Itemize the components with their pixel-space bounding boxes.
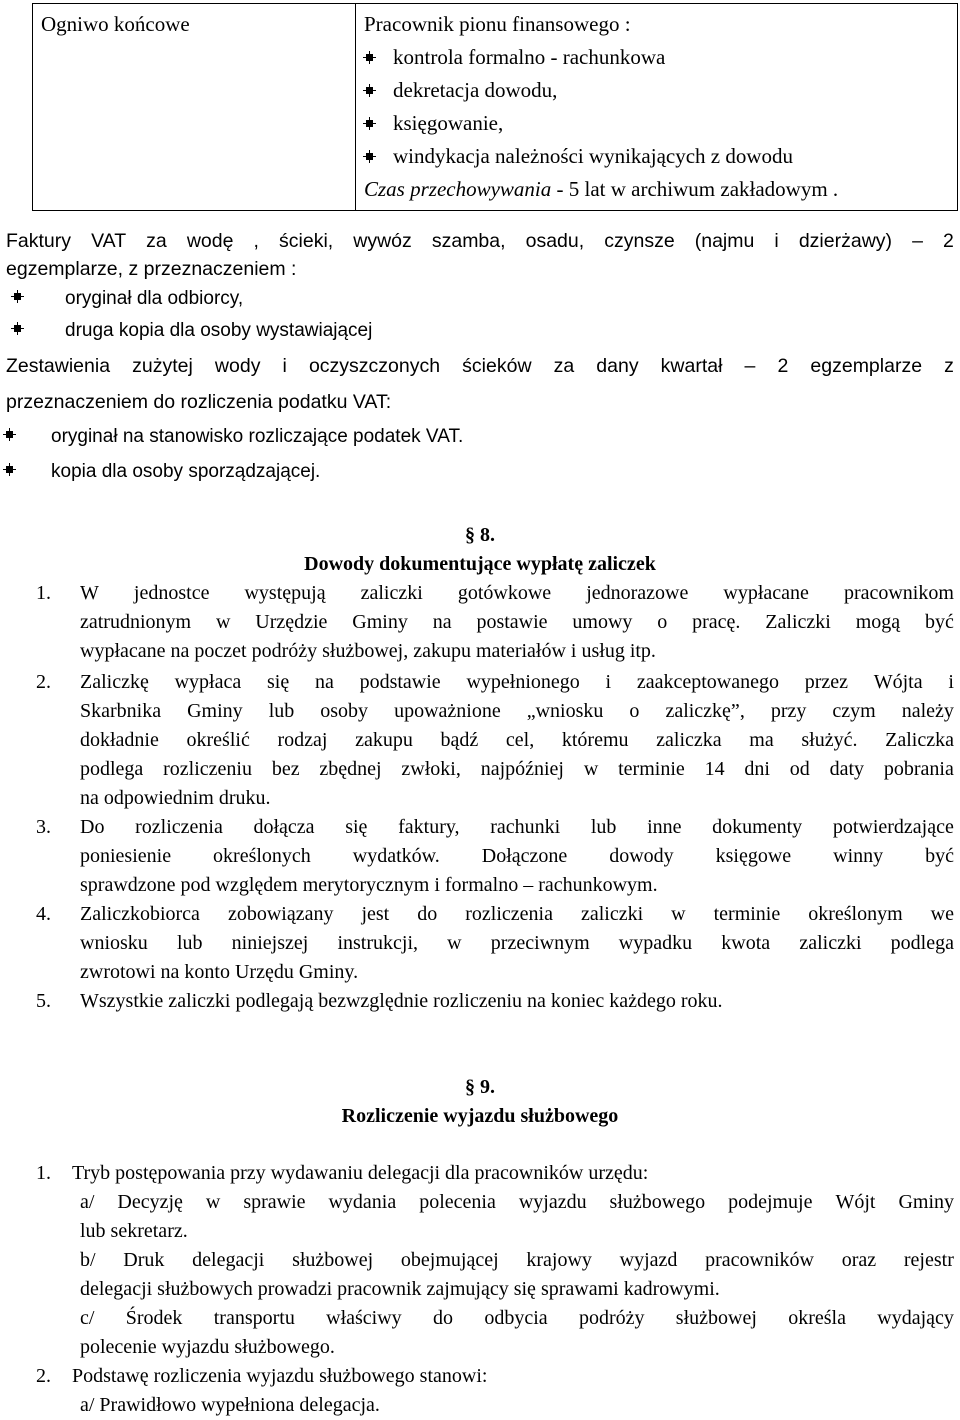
word: podlega (890, 932, 954, 954)
word: Do (80, 816, 105, 838)
s9-point-1-text: Tryb postępowania przy wydawaniu delegacji dla pracowników urzędu: (72, 1162, 649, 1184)
word: zaakceptowanego (636, 671, 779, 693)
word: jednorazowe (586, 582, 689, 604)
square-bullet-icon (366, 54, 373, 61)
word: inne (647, 816, 682, 838)
word: Zaliczkę (80, 671, 149, 693)
word: winny (833, 845, 884, 867)
word: Skarbnika (80, 700, 162, 722)
s9-point-1-number: 1. (36, 1162, 51, 1184)
word: od (789, 758, 810, 780)
word: Zestawienia (6, 355, 111, 377)
word: czynsze (604, 230, 675, 252)
section-8-point-number: 5. (36, 990, 51, 1012)
section-8-point-line (80, 843, 954, 869)
word: być (925, 845, 954, 867)
word: Wójta (873, 671, 923, 693)
word: oczyszczonych (308, 355, 441, 377)
word: rachunki (490, 816, 561, 838)
word: wodę (186, 230, 234, 252)
section-8-point-line: Wszystkie zaliczki podlegają bezwzględnie rozliczeniu na koniec każdego roku. (80, 990, 723, 1012)
word: obejmującej (400, 1249, 499, 1271)
word: służbowej (675, 1307, 757, 1329)
word: do (433, 1307, 453, 1329)
square-bullet-icon (366, 87, 373, 94)
word: ścieki, (279, 230, 334, 252)
faktury-item-1: oryginał dla odbiorcy, (14, 286, 243, 312)
word: Gminy (898, 1191, 954, 1213)
word: dowody (609, 845, 674, 867)
word: zobowiązany (227, 903, 334, 925)
word: wypłacane (723, 582, 809, 604)
word: ma (749, 729, 774, 751)
word: Zaliczka (885, 729, 954, 751)
word: wypadku (618, 932, 693, 954)
square-bullet-icon (366, 153, 373, 160)
word: Gminy (352, 611, 408, 633)
word: w (205, 1191, 221, 1213)
section-8-number: § 8. (465, 524, 495, 546)
word: osadu, (525, 230, 585, 252)
word: rodzaj (277, 729, 328, 751)
word: w (671, 903, 686, 925)
word: oraz (841, 1249, 877, 1271)
footer-italic: Czas przechowywania (364, 177, 552, 201)
square-bullet-icon (14, 325, 21, 332)
table-right-item: księgowanie, (364, 107, 949, 140)
word: zatrudnionym (80, 611, 192, 633)
word: 2 (777, 355, 789, 377)
word: w (215, 611, 231, 633)
word: umowy (572, 611, 633, 633)
word: przez (804, 671, 848, 693)
word: i (774, 230, 779, 252)
word: Wójt (835, 1191, 876, 1213)
word: wydający (877, 1307, 954, 1329)
word: osoby (320, 700, 369, 722)
section-8-title: Dowody dokumentujące wypłatę zaliczek (304, 553, 656, 575)
word: 14 (704, 758, 725, 780)
section-9-number: § 9. (465, 1076, 495, 1098)
word: zaliczki (799, 932, 862, 954)
word: właściwy (326, 1307, 402, 1329)
s9-point-1b-line-1 (80, 1247, 954, 1273)
section-8-point-line (80, 901, 954, 927)
word: Druk (123, 1249, 165, 1271)
word: któremu (561, 729, 629, 751)
table-right-item: kontrola formalno - rachunkowa (364, 41, 949, 74)
section-8-point-line (80, 669, 954, 695)
word: podróży (578, 1307, 645, 1329)
word: krajowy (526, 1249, 592, 1271)
word: przy (770, 700, 807, 722)
word: służbowego (609, 1191, 706, 1213)
word: rozliczenia (135, 816, 223, 838)
word: kwartał (660, 355, 723, 377)
word: wody (214, 355, 261, 377)
word: pracowników (705, 1249, 814, 1271)
word: faktury, (398, 816, 460, 838)
footer-rest: - 5 lat w archiwum zakładowym . (551, 177, 839, 201)
word: najpóźniej (480, 758, 564, 780)
word: lub (176, 932, 203, 954)
word: i (282, 355, 287, 377)
word: występują (244, 582, 326, 604)
section-8-point-line (80, 727, 954, 753)
section-8-point-line: wypłacane na poczet podróży służbowej, zakupu materiałów i usług itp. (80, 640, 656, 662)
table-right-heading: Pracownik pionu finansowego : (364, 12, 631, 36)
word: podstawie (359, 671, 441, 693)
section-9-title: Rozliczenie wyjazdu służbowego (341, 1105, 619, 1127)
word: księgowe (715, 845, 792, 867)
word: (najmu (694, 230, 755, 252)
word: Gminy (187, 700, 243, 722)
word: cel, (505, 729, 535, 751)
word: ścieków (462, 355, 532, 377)
word: rozliczeniu (163, 758, 252, 780)
word: czym (832, 700, 876, 722)
word: – (744, 355, 756, 377)
word: na (314, 671, 334, 693)
word: gotówkowe (457, 582, 552, 604)
word: Środek (125, 1307, 183, 1329)
table-right-footer (364, 173, 949, 206)
procedure-table (32, 3, 958, 211)
faktury-line-2: egzemplarze, z przeznaczeniem : (6, 258, 297, 280)
s9-point-1a-line-2: lub sekretarz. (80, 1220, 188, 1242)
s9-point-2-number: 2. (36, 1365, 51, 1387)
word: podlega (80, 758, 144, 780)
word: pobrania (883, 758, 954, 780)
word: określić (186, 729, 250, 751)
word: służyć. (801, 729, 858, 751)
word: i (605, 671, 612, 693)
section-8-point-line (80, 756, 954, 782)
word: na (432, 611, 452, 633)
word: pracownikom (843, 582, 954, 604)
word: jednostce (133, 582, 210, 604)
word: a/ (80, 1191, 95, 1213)
word: zaliczki (360, 582, 423, 604)
section-8-point-line (80, 814, 954, 840)
table-right-item: dekretacja dowodu, (364, 74, 949, 107)
word: „wniosku (526, 700, 604, 722)
word: w (583, 758, 599, 780)
word: postawie (476, 611, 548, 633)
section-8-point-line (80, 930, 954, 956)
word: Decyzję (117, 1191, 183, 1213)
word: egzemplarze (810, 355, 923, 377)
word: terminie (713, 903, 781, 925)
word: się (266, 671, 290, 693)
square-bullet-icon (6, 431, 13, 438)
word: instrukcji, (337, 932, 419, 954)
word: wyjazd (619, 1249, 678, 1271)
word: – (912, 230, 923, 252)
square-bullet-icon (366, 120, 373, 127)
zestawienia-line-2: przeznaczeniem do rozliczenia podatku VAT: (6, 391, 392, 413)
word: dzierżawy) (798, 230, 893, 252)
word: i (948, 671, 954, 693)
word: wywóz (353, 230, 412, 252)
word: rejestr (903, 1249, 954, 1271)
word: wydania (328, 1191, 397, 1213)
word: delegacji (192, 1249, 265, 1271)
faktury-item-2: druga kopia dla osoby wystawiającej (14, 318, 372, 344)
word: upoważnione (394, 700, 501, 722)
word: szamba, (431, 230, 506, 252)
table-right-list (364, 41, 949, 173)
word: zaliczka (656, 729, 722, 751)
word: określonym (808, 903, 903, 925)
s9-point-1c-line-2: polecenie wyjazdu służbowego. (80, 1336, 335, 1358)
word: zwłoki, (401, 758, 461, 780)
section-8-point-number: 4. (36, 903, 51, 925)
word: we (930, 903, 954, 925)
word: 2 (943, 230, 954, 252)
table-right-item: windykacja należności wynikających z dowodu (364, 140, 949, 173)
word: dokumenty (712, 816, 803, 838)
s9-point-2a: a/ Prawidłowo wypełniona delegacja. (80, 1394, 380, 1416)
word: określonych (213, 845, 311, 867)
word: wypłaca (174, 671, 242, 693)
square-bullet-icon (14, 293, 21, 300)
word: mogą (855, 611, 901, 633)
word: dany (596, 355, 639, 377)
word: lub (268, 700, 295, 722)
square-bullet-icon (6, 466, 13, 473)
word: pracę. (692, 611, 741, 633)
s9-point-1b-line-2: delegacji służbowych prowadzi pracownik zajmujący się sprawami kadrowymi. (80, 1278, 720, 1300)
word: z (944, 355, 954, 377)
word: zaliczkę”, (665, 700, 745, 722)
s9-point-1a-line-1 (80, 1189, 954, 1215)
word: zbędnej (319, 758, 382, 780)
word: Zaliczki (765, 611, 831, 633)
section-8-point-number: 1. (36, 582, 51, 604)
word: poniesienie (80, 845, 172, 867)
word: Zaliczkobiorca (80, 903, 200, 925)
word: bądź (440, 729, 479, 751)
word: c/ (80, 1307, 95, 1329)
word: , (253, 230, 259, 252)
word: należy (901, 700, 954, 722)
faktury-line-1 (6, 228, 954, 254)
section-8-point-line (80, 698, 954, 724)
word: VAT (91, 230, 127, 252)
word: o (629, 700, 640, 722)
word: do (417, 903, 438, 925)
word: być (924, 611, 954, 633)
word: dni (744, 758, 770, 780)
word: lub (590, 816, 617, 838)
word: dołącza (253, 816, 315, 838)
section-8-point-line: zwrotowi na konto Urzędu Gminy. (80, 961, 359, 983)
section-8-point-line (80, 580, 954, 606)
word: W (80, 582, 99, 604)
word: odbycia (484, 1307, 548, 1329)
word: o (657, 611, 668, 633)
word: wyjazdu (518, 1191, 587, 1213)
word: terminie (618, 758, 685, 780)
word: za (553, 355, 575, 377)
word: rozliczenia (465, 903, 553, 925)
word: zakupu (355, 729, 413, 751)
s9-point-1c-line-1 (80, 1305, 954, 1331)
word: Dołączone (481, 845, 568, 867)
word: wniosku (80, 932, 148, 954)
word: dokładnie (80, 729, 159, 751)
word: określa (788, 1307, 846, 1329)
word: wydatków. (352, 845, 440, 867)
word: służbowej (292, 1249, 374, 1271)
section-8-point-line: sprawdzone pod względem merytorycznym i formalno – rachunkowym. (80, 874, 658, 896)
word: sprawie (243, 1191, 306, 1213)
section-8-point-line: na odpowiednim druku. (80, 787, 271, 809)
zestawienia-item-2: kopia dla osoby sporządzającej. (6, 459, 320, 485)
table-right-cell (356, 4, 958, 211)
word: potwierdzające (832, 816, 954, 838)
word: Urzędzie (255, 611, 328, 633)
word: zużytej (132, 355, 193, 377)
word: zaliczki (580, 903, 644, 925)
word: za (146, 230, 167, 252)
word: bez (271, 758, 300, 780)
table-left-cell (33, 4, 356, 211)
word: polecenia (419, 1191, 496, 1213)
word: wypełnionego (466, 671, 580, 693)
word: podejmuje (728, 1191, 813, 1213)
word: się (345, 816, 368, 838)
word: przeciwnym (490, 932, 590, 954)
s9-point-2-text: Podstawę rozliczenia wyjazdu służbowego stanowi: (72, 1365, 488, 1387)
word: jest (361, 903, 390, 925)
section-8-point-line (80, 609, 954, 635)
zestawienia-line-1 (6, 353, 954, 379)
zestawienia-item-1: oryginał na stanowisko rozliczające podatek VAT. (6, 424, 463, 450)
word: Faktury (6, 230, 72, 252)
section-8-point-number: 2. (36, 671, 51, 693)
word: kwota (721, 932, 771, 954)
word: b/ (80, 1249, 96, 1271)
word: niniejszej (231, 932, 309, 954)
word: w (447, 932, 462, 954)
word: daty (829, 758, 865, 780)
table-left-label: Ogniwo końcowe (41, 12, 190, 36)
section-8-point-number: 3. (36, 816, 51, 838)
word: transportu (213, 1307, 295, 1329)
